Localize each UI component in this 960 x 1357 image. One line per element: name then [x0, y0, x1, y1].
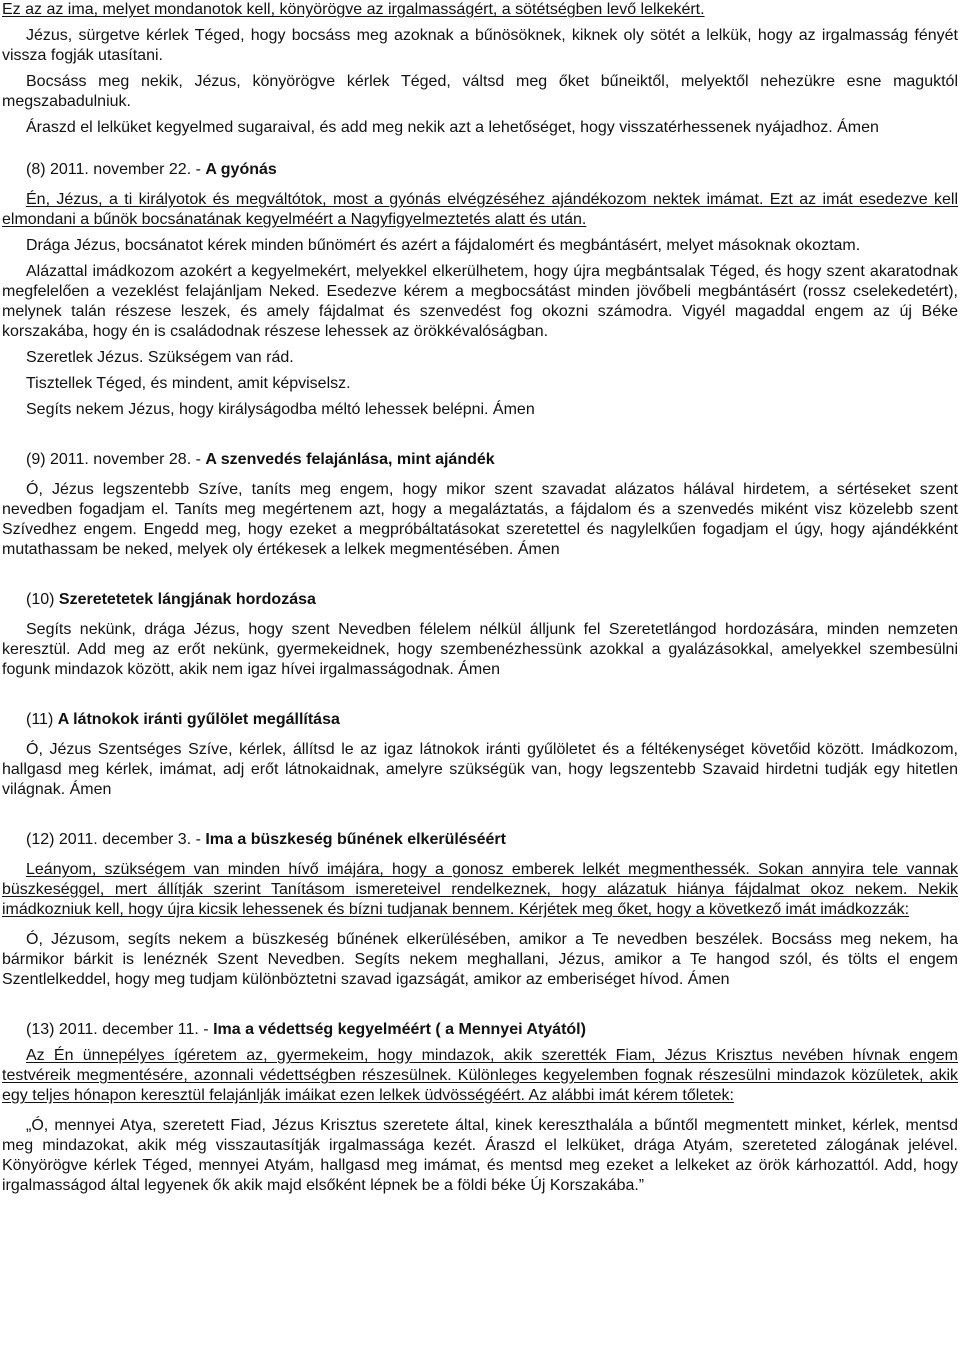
- section-heading: [2, 160, 958, 180]
- section-paragraph: Én, Jézus, a ti királyotok és megváltótok, most a gyónás elvégzéséhez ajándékozom nektek imámat. Ezt az imát esedezve kell elmondani a bűnök bocsánatának kegyelméért a Nagyfigyelmeztetés alatt és után.: [2, 191, 958, 228]
- section-title: Ima a védettség kegyelméért ( a Mennyei Atyától): [213, 1021, 586, 1038]
- section-title: A látnokok iránti gyűlölet megállítása: [57, 711, 340, 728]
- prayer-paragraph: Alázattal imádkozom azokért a kegyelmekért, melyekkel elkerülhetem, hogy újra megbántsalak Téged, és hogy szent akaratodnak megfelelően a vezeklést felajánljam Neked. Esedezve kérem a megbocsátást minden jövőbeli megbántásért (rossz cselekedetért), melynek talán részese leszek, és amely fájdalmat és szenvedést fog okozni számodra. Vigyél magaddal engem az új Béke korszakába, hogy én is családodnak részese lehessek az örökkévalóságban.: [2, 263, 958, 340]
- intro-paragraph: Jézus, sürgetve kérlek Téged, hogy bocsáss meg azoknak a bűnösöknek, kiknek oly sötét a lelkük, hogy az irgalmasság fényét vissza fogják utasítani.: [2, 27, 958, 64]
- intro-paragraph: Bocsáss meg nekik, Jézus, könyörögve kérlek Téged, váltsd meg őket bűneiktől, melyektől nehezükre esne maguktól megszabadulniuk.: [2, 73, 958, 110]
- section-heading: [2, 590, 958, 610]
- section-title: A szenvedés felajánlása, mint ajándék: [205, 451, 495, 468]
- section-title: Szeretetetek lángjának hordozása: [58, 591, 316, 608]
- prayer-paragraph: Ó, Jézus legszentebb Szíve, taníts meg engem, hogy mikor szent szavadat alázatos hálával hirdetem, a sértéseket szent nevedben fogadjam el. Taníts meg megértenem azt, hogy a megaláztatás, a fájdalom és a szenvedés miként visz közelebb szent Szívedhez engem. Engedd meg, hogy ezeket a megpróbáltatásokat szeretettel és nagylelkűen fogadjam el úgy, hogy ajándékként mutathassam be neked, melyek oly értékesek a lelkek megmentésében. Ámen: [2, 481, 958, 558]
- section-date: (12) 2011. december 3. -: [26, 831, 206, 848]
- section-date: (8) 2011. november 22. -: [26, 161, 206, 178]
- prayer-paragraph: Ó, Jézus Szentséges Szíve, kérlek, állítsd le az igaz látnokok iránti gyűlöletet és a féltékenységet követőid között. Imádkozom, hallgasd meg kérlek, imámat, adj erőt látnokaidnak, amelyre szükségük van, hogy legszentebb Szavaid hirdetni tudják egy hitetlen világnak. Ámen: [2, 741, 958, 798]
- section-paragraph: Leányom, szükségem van minden hívő imájára, hogy a gonosz emberek lelkét megmenthessék. Sokan annyira tele vannak büszkeséggel, mert állítják szerint Tanításom ismereteivel rendelkeznek, hogy alázatuk hiánya fájdalmat okoz nekem. Nekik imádkozniuk kell, hogy újra kicsik lehessenek és bízni tudjanak bennem. Kérjétek meg őket, hogy a következő imát imádkozzák:: [2, 861, 958, 918]
- section-title: A gyónás: [205, 161, 277, 178]
- section-heading: [2, 710, 958, 730]
- section-heading: [2, 1020, 958, 1040]
- prayer-line: Tisztellek Téged, és mindent, amit képviselsz.: [26, 375, 351, 392]
- prayer-paragraph: Drága Jézus, bocsánatot kérek minden bűnömért és azért a fájdalomért és megbántásért, melyet másoknak okoztam.: [26, 237, 861, 254]
- prayer-paragraph: Segíts nekünk, drága Jézus, hogy szent Nevedben félelem nélkül álljunk fel Szeretetlángod hordozására, minden nemzeten keresztül. Add meg az erőt nekünk, gyermekeidnek, hogy szembenézhessünk azokkal a gyalázásokkal, amelyekkel szembesülni fogunk mindazok között, akik nem igaz hívei irgalmasságodnak. Ámen: [2, 621, 958, 678]
- prayer-line: Segíts nekem Jézus, hogy királyságodba méltó lehessek belépni. Ámen: [26, 401, 535, 418]
- section-date: (11): [26, 711, 58, 728]
- section-paragraph: Az Én ünnepélyes ígéretem az, gyermekeim, hogy mindazok, akik szerették Fiam, Jézus Krisztus nevében hívnak engem testvéreik megmentésére, azonnali védettségben részesülnek. Különleges kegyelemben fognak részesülni mindazok közületek, akik egy teljes hónapon keresztül felajánlják imáikat ezen lelkek üdvösségéért. Az alábbi imát kérem tőletek:: [2, 1047, 958, 1104]
- section-date: (9) 2011. november 28. -: [26, 451, 206, 468]
- section-title: Ima a büszkeség bűnének elkerüléséért: [205, 831, 506, 848]
- prayer-paragraph: „Ó, mennyei Atya, szeretett Fiad, Jézus Krisztus szeretete által, kinek kereszthalála a bűntől megmentett minket, kérlek, mentsd meg mindazokat, akik még visszautasítják irgalmassága kezét. Áraszd el lelküket, drága Atyám, szereteted zálogának jelével. Könyörögve kérlek Téged, mennyei Atyám, hallgasd meg imámat, és mentsd meg ezeket a lelkeket az örök kárhozattól. Add, hogy irgalmasságod által legyenek ők akik majd elsőként lépnek be a földi béke Új Korszakába.”: [2, 1117, 958, 1194]
- section-heading: [2, 830, 958, 850]
- section-date: (13) 2011. december 11. -: [26, 1021, 214, 1038]
- intro-line: Ez az az ima, melyet mondanotok kell, könyörögve az irgalmasságért, a sötétségben levő lelkekért.: [2, 1, 705, 18]
- section-heading: [2, 450, 958, 470]
- prayer-paragraph: Ó, Jézusom, segíts nekem a büszkeség bűnének elkerülésében, amikor a Te nevedben beszélek. Bocsáss meg nekem, ha bármikor bárkit is lenéznék Szent Nevedben. Segíts nekem meghallani, Jézus, amikor a Te hangod szól, és tölts el engem Szentlelkeddel, hogy meg tudjam különböztetni szavad igazságát, amikor az emberiséget hívod. Ámen: [2, 931, 958, 988]
- prayer-line: Szeretlek Jézus. Szükségem van rád.: [26, 349, 294, 366]
- intro-paragraph: Áraszd el lelküket kegyelmed sugaraival, és add meg nekik azt a lehetőséget, hogy visszatérhessenek nyájadhoz. Ámen: [26, 119, 879, 136]
- section-date: (10): [26, 591, 59, 608]
